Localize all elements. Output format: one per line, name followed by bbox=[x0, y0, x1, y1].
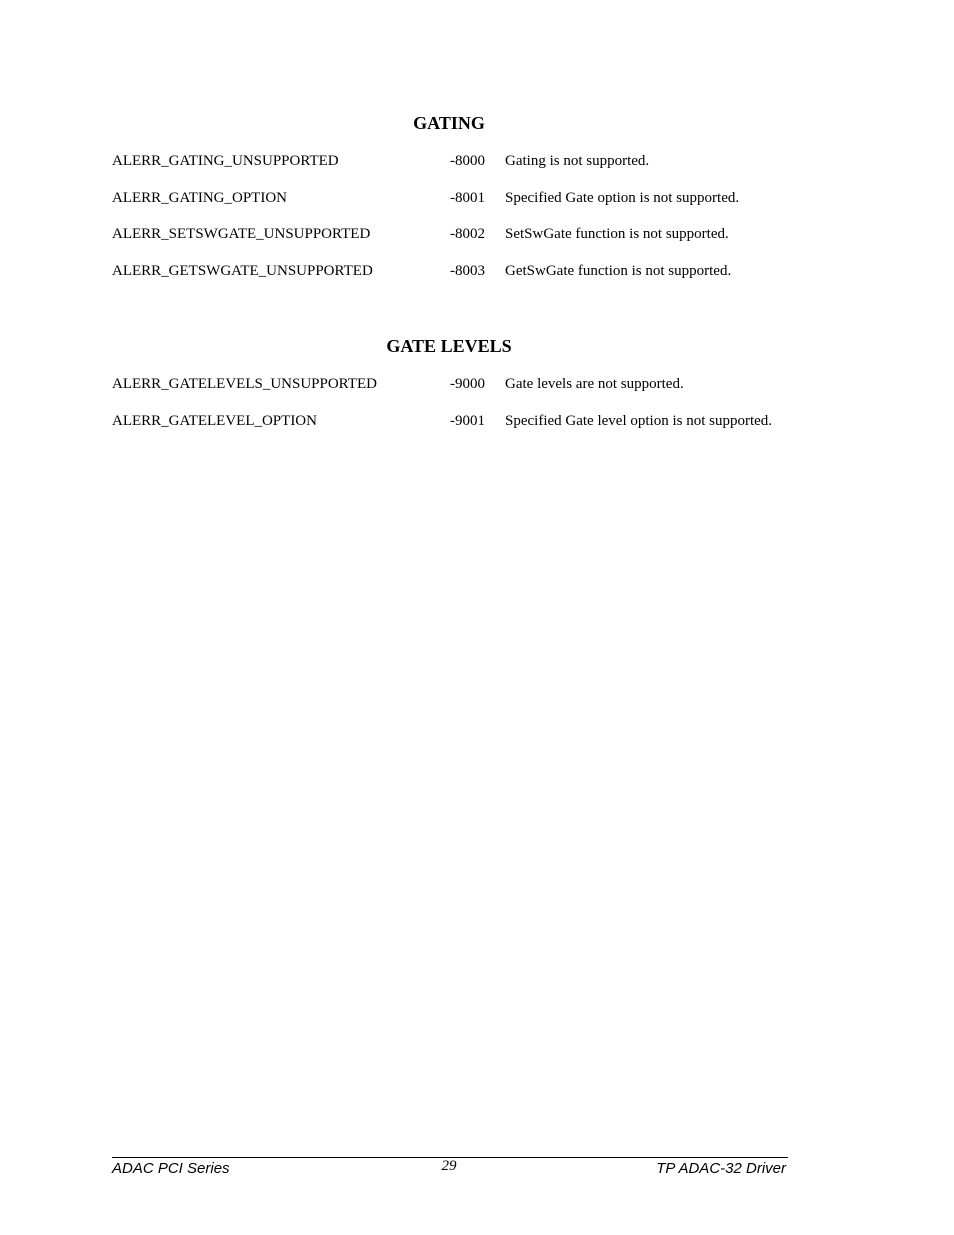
error-name: ALERR_GATELEVELS_UNSUPPORTED bbox=[112, 376, 377, 392]
error-code: -8001 bbox=[450, 190, 485, 206]
error-code: -9000 bbox=[450, 376, 485, 392]
error-name: ALERR_SETSWGATE_UNSUPPORTED bbox=[112, 226, 371, 242]
section-title-gating: GATING bbox=[413, 113, 485, 133]
error-name: ALERR_GATING_UNSUPPORTED bbox=[112, 153, 339, 169]
error-description: Gate levels are not supported. bbox=[505, 376, 684, 392]
error-row bbox=[112, 188, 832, 208]
error-name: ALERR_GATELEVEL_OPTION bbox=[112, 413, 317, 429]
error-row bbox=[112, 411, 832, 431]
error-code: -9001 bbox=[450, 413, 485, 429]
error-row bbox=[112, 224, 832, 244]
error-code: -8003 bbox=[450, 263, 485, 279]
page-number: 29 bbox=[441, 1158, 457, 1174]
error-code: -8002 bbox=[450, 226, 485, 242]
error-description: Specified Gate option is not supported. bbox=[505, 190, 740, 206]
error-description: SetSwGate function is not supported. bbox=[505, 226, 729, 242]
error-row bbox=[112, 374, 832, 394]
error-description: Specified Gate level option is not supported. bbox=[505, 413, 773, 429]
error-description: Gating is not supported. bbox=[505, 153, 650, 169]
error-row bbox=[112, 261, 832, 281]
error-code: -8000 bbox=[450, 153, 485, 169]
footer-left-text: ADAC PCI Series bbox=[112, 1160, 230, 1177]
error-description: GetSwGate function is not supported. bbox=[505, 263, 732, 279]
footer-right-text: TP ADAC-32 Driver bbox=[656, 1160, 786, 1177]
error-name: ALERR_GATING_OPTION bbox=[112, 190, 287, 206]
error-name: ALERR_GETSWGATE_UNSUPPORTED bbox=[112, 263, 373, 279]
error-row bbox=[112, 151, 832, 171]
section-title-gate-levels: GATE LEVELS bbox=[386, 336, 512, 356]
